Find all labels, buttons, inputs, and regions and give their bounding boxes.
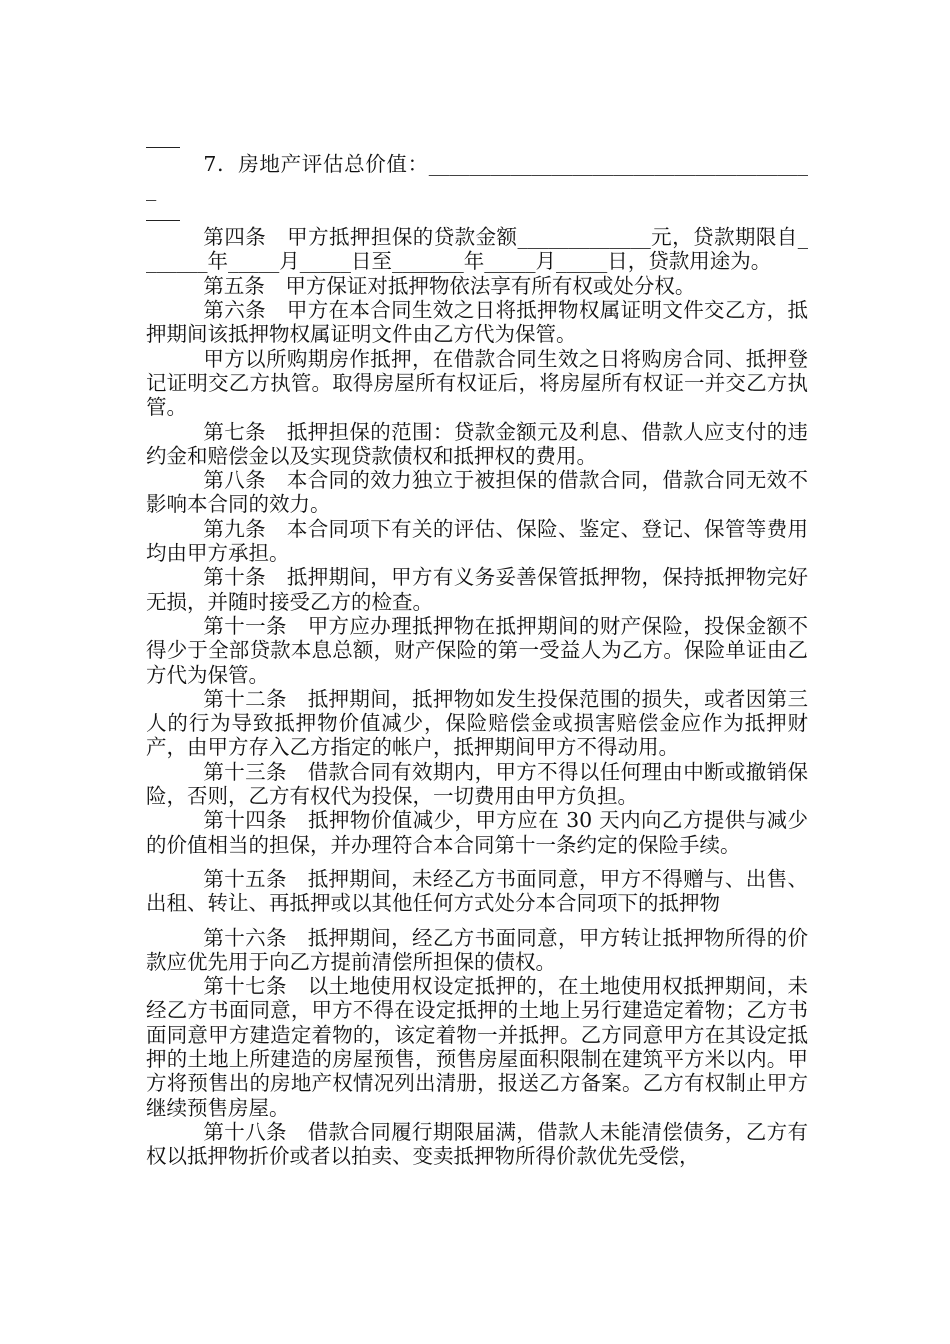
document-body — [146, 128, 808, 1168]
article-4: 第四条 甲方抵押担保的贷款金额_____________元，贷款期限自_______年_____月_____日至_______年_____月_____日，贷款用途为。 — [146, 225, 808, 274]
article-13: 第十三条 借款合同有效期内，甲方不得以任何理由中断或撤销保险，否则，乙方有权代为投保，一切费用由甲方负担。 — [146, 759, 808, 809]
article-9: 第九条 本合同项下有关的评估、保险、鉴定、登记、保管等费用均由甲方承担。 — [146, 516, 808, 566]
article-10: 第十条 抵押期间，甲方有义务妥善保管抵押物，保持抵押物完好无损，并随时接受乙方的检查。 — [146, 565, 808, 614]
article-8: 第八条 本合同的效力独立于被担保的借款合同，借款合同无效不影响本合同的效力。 — [146, 468, 808, 517]
article-16: 第十六条 抵押期间，经乙方书面同意，甲方转让抵押物所得的价款应优先用于向乙方提前清偿所担保的债权。 — [146, 925, 808, 974]
underline-rule — [146, 201, 808, 225]
article-15: 第十五条 抵押期间，未经乙方书面同意，甲方不得赠与、出售、出租、转让、再抵押或以其他任何方式处分本合同项下的抵押物 — [146, 866, 808, 916]
article-7: 第七条 抵押担保的范围：贷款金额元及利息、借款人应支付的违约金和赔偿金以及实现贷款债权和抵押权的费用。 — [146, 419, 808, 468]
article-5: 第五条 甲方保证对抵押物依法享有所有权或处分权。 — [203, 273, 696, 298]
article-12: 第十二条 抵押期间，抵押物如发生投保范围的损失，或者因第三人的行为导致抵押物价值减少，保险赔偿金或损害赔偿金应作为抵押财产，由甲方存入乙方指定的帐户，抵押期间甲方不得动用。 — [146, 686, 808, 760]
article-6-paragraph-2: 甲方以所购期房作抵押，在借款合同生效之日将购房合同、抵押登记证明交乙方执管。取得房屋所有权证后，将房屋所有权证一并交乙方执管。 — [146, 346, 808, 420]
article-18: 第十八条 借款合同履行期限届满，借款人未能清偿债务，乙方有权以抵押物折价或者以拍卖、变卖抵押物所得价款优先受偿， — [146, 1119, 808, 1169]
article-6: 第六条 甲方在本合同生效之日将抵押物权属证明文件交乙方，抵押期间该抵押物权属证明文件由乙方代为保管。 — [146, 298, 808, 347]
article-17: 第十七条 以土地使用权设定抵押的，在土地使用权抵押期间，未经乙方书面同意，甲方不得在设定抵押的土地上另行建造定着物；乙方书面同意甲方建造定着物的，该定着物一并抵押。乙方同意甲方在其设定抵押的土地上所建造的房屋预售，预售房屋面积限制在建筑平方米以内。甲方将预售出的房地产权情况列出清册，报送乙方备案。乙方有权制止甲方继续预售房屋。 — [146, 974, 808, 1120]
article-14: 第十四条 抵押物价值减少，甲方应在 30 天内向乙方提供与减少的价值相当的担保，并办理符合本合同第十一条约定的保险手续。 — [146, 808, 808, 857]
underline-rule — [146, 128, 808, 152]
article-11: 第十一条 甲方应办理抵押物在抵押期间的财产保险，投保金额不得少于全部贷款本息总额，财产保险的第一受益人为乙方。保险单证由乙方代为保管。 — [146, 613, 808, 687]
item-7-appraisal-value: 7．房地产评估总价值：______________________________________ — [146, 152, 808, 201]
